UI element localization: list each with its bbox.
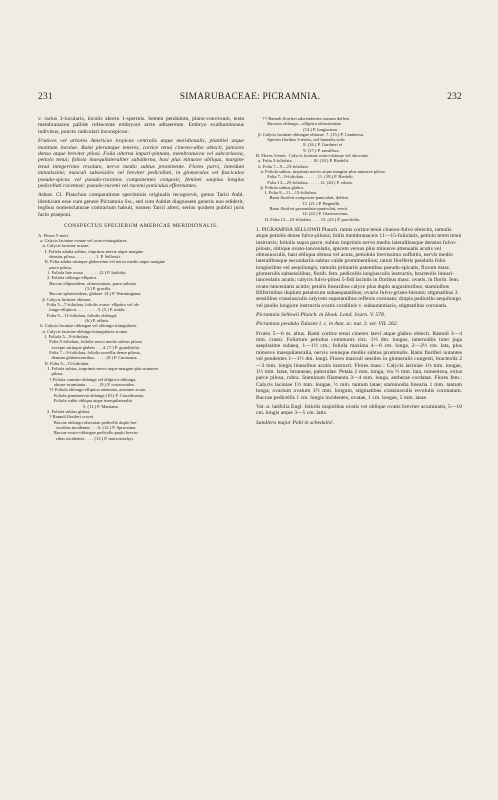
species-entry: [256, 227, 462, 309]
key-line: Folia 7—9-foliolata . . . . . . 11. (19.) P. Riedelii.: [256, 174, 354, 180]
key-line: 2. Foliola subtus glabra.: [38, 408, 91, 414]
key-line: I. Foliola 5—9-foliolata.: [38, 334, 89, 340]
key-line: Foliola valde obliqua atque inaequilateralia: [38, 398, 132, 404]
genus-habit-paragraph: Frutices vel arbores Americae tropicae centralis atque meridionalis, planitiei atque montium incolae. Rami plerumque teneres, cortice tenui cinereo-albo obtecti, juniores denso atque breviter pilosi. Folia alterna impari-pinnata, membranacea vel subcoriacea, petiolo tenui; foliola inaequilateraliter subalterna, basi plus minusve obliqua, margine tenui integerrimo revoluto, nervo medio subtus prominente. Flores parvi, interdum minutissimi; masculi subsessiles vel breviter pedicellati, in glomerulos vel fasciculos pseudo-spicas vel pseudo-racemos componentes congesti; feminei saepius longius pedicellati racemosi: pseudo-racemi vel racemi paniculas efformantes.: [38, 138, 244, 190]
key-line: † Foliola cuneato-oblonga vel elliptico-oblonga,: [38, 376, 137, 382]
key-line: a. Calycis laciniae ovatae vel ovato-triangulares.: [38, 237, 128, 243]
key-line: 13. (21.) P. Regnellii.: [256, 200, 341, 206]
key-line: Folia 5-foliolata, foliolis nervo medio subtus piloso: [38, 339, 142, 345]
page-number-right: 232: [447, 92, 462, 102]
key-line: ribus incidentes . . . . (13.) P. macrostachys.: [38, 435, 135, 441]
key-line: demum glabrescentibus . . . . . (8.) P. Carassana.: [38, 355, 138, 361]
variety-note: Var. α. latifolia Engl. foliolis majoribus ovatis vel oblique ovatis breviter acuminatis, 5—10 cm. longis atque 3—5 cm. latis.: [256, 404, 462, 417]
key-line: Baccae oblongo-obovatae pedicello duplo bre-: [38, 419, 138, 425]
species-key-right: [256, 116, 462, 222]
key-line: Racemo oblongo—elliptica obtusissimae: [256, 121, 342, 127]
key-line: 8. (16.) P. Gardneri et: [256, 142, 343, 148]
key-line: (3.) P. gracilis.: [38, 285, 112, 291]
key-line: β. Calycis laciniae oblongae obtusae 7. (15.) P. Cambessa.: [256, 131, 365, 137]
key-line: B. Flores 3-meri. Calycis laciniae ovato-obtusae vel obovatae.: [256, 153, 370, 159]
key-line: b. Folia 7—9—23-foliolata.: [256, 163, 309, 169]
citation-1: Picramnia Sellowii Planch. in Hook. Lond. Journ. V. 578.: [256, 311, 386, 318]
key-line: Folia 9—11-foliolata, foliolis oblongis: [38, 312, 117, 318]
key-line: Baccae ovato-oblongae pedicello paulo brevio-: [38, 430, 139, 436]
key-line: b. Calycis laciniae oblongae vel oblongo-triangulares.: [38, 323, 138, 329]
key-line: obtuse acuminata . . . . . . (9.) P. coriaceoides.: [38, 382, 136, 388]
key-line: vioribus incidentes . . . 6. (12.) P. Spruceana.: [38, 424, 137, 430]
key-line: Baccae sphaeroideae, glabrae (4.) P. Warmingiana.: [38, 291, 142, 297]
right-column: [256, 116, 462, 429]
key-line: β. Foliola subtus glabra.: [256, 184, 304, 190]
key-line: A. Flores 5-meri.: [38, 232, 69, 238]
key-line: 9. (17.) P. ramiflora.: [256, 147, 340, 153]
key-line: 1. Foliola late ovata . . . . . . . (2.) P. latifolia.: [38, 269, 127, 275]
key-line: Folia 13—25-foliolata . . . . . 12. (20.) P. ciliata.: [256, 179, 353, 185]
key-line: a. Folia 3-foliolata . . . . . . . . . 10. (18.) P. Riedelii.: [256, 158, 350, 164]
key-line: †† Foliola oblongo-elliptica attenuata, acumine acuto.: [38, 387, 147, 393]
species-title: 1. PICRAMNIA SELLOWII Planch.: [256, 226, 339, 233]
key-line: Foliola penninervia oblonga (10.) P. Crassilineata.: [38, 392, 144, 398]
left-column: [38, 116, 244, 441]
key-line: Baccae ellipsoideae, obtusissimae, parce pilosae: [38, 280, 137, 286]
species-description: Frutex 5—6 m. altus. Rami cortice tenui cinereo laevi atque glabro obtecti. Ramuli 3—4 mm. crassi. Foliorum petiolus communis circ. 1⅓ dm. longus, internodiis inter juga saepissime subaeq. 1—1½ cm.; foliola maxima 4—6 cm. longa, 2—2½ cm. lata, plus minusve inaequilateralia, nervis venisque mediis subtus prominulis. Rami floriferi nutantes vel pendentes 1—1½ dm. longi. Flores masculi sessiles in glomerulis congesti, bracteolis 2—3 mm. longis linearibus acutis instructi. Flores masc.: Calycis laciniae 1⅓ mm. longae, 1½ mm. latae, brunneae, puberulae. Petala 2 mm. longa, vix ½ mm. lata, tomentosa, extus parce pilosa, rubra. Staminum filamenta 3—4 mm. longa, antherae cordatae. Flores fem.: Calycis laciniae 1½ mm. longae, ½ mm. tantum latae; staminodia linearia 1 mm. tantum longa; ovarium ovatum 1½ mm. longum, stigmatibus crassiusculis revolutis coronatum. Baccae pedicellis 1 cm. longis incidentes, ovatae, 1 cm. longae, 5 mm. latae.: [256, 330, 462, 401]
key-line: 2. Foliola oblongo-elliptica.: [38, 275, 98, 281]
key-line: II. Folia 9—13-foliolata.: [38, 360, 90, 366]
key-line: 1. Foliola subtus, imprimis nervo atque margine plus minusve: [38, 366, 159, 372]
key-line: parce pilosa.: [38, 264, 72, 270]
conspectus-heading: CONSPECTUS SPECIERUM AMERICAE MERIDIONALIS.: [63, 223, 219, 230]
key-line: excepto utrinque glabris . . . 4. (7.) P. grandifolia.: [38, 344, 140, 350]
key-line: α. Calycis laciniae acutae.: [38, 243, 90, 249]
key-line: (6.) P. affinis.: [38, 318, 110, 323]
key-line: II. Folia adulta utrinque glaberrima vel nervo medio atque margine: [38, 259, 166, 265]
key-line: 5. (11.) P. Martiana.: [38, 403, 119, 409]
running-title: SIMARUBACEAE: PICRAMNIA.: [179, 92, 321, 102]
fruit-description: v. rarius 3-locularis, loculis abortu 1-spermis. Semen pendulum, plano-convexum, testa membranacea pallide rufescente embryoni arcte adhaerente. Embryo exalbuminosus indivisus, puncto radiculari inconspicuo.: [38, 116, 244, 135]
key-line: Folia 5—7-foliolata, foliolis ovato- elliptics vel ob-: [38, 301, 140, 307]
herbarium-citation: Sandlera major Pohl in schedulis!.: [256, 419, 335, 426]
key-line: (14.) P. longissima.: [256, 126, 338, 132]
key-line: pilosa.: [38, 371, 64, 377]
nomenclature-note: Adnot. Cl. Planchon comparatione speciminis originalis recognovit, genus Tariri Aubl. identicum esse cum genere Picramnia Sw., sed cum Aublet diagnosem generis non ediderit, legibus nomenclaturae contrarium habuit, nomen Tariri alteri, serius quidem publici juris facto praeponi.: [38, 192, 244, 218]
key-line: II. Folia 15—23-foliolata . . . . 15. (23.) P. parvifolia.: [256, 216, 361, 222]
key-line: † Ramuli floriferi crocei.: [38, 414, 95, 420]
page-number-left: 231: [38, 92, 53, 102]
species-key-left: [38, 233, 244, 441]
key-line: Species floribus 3-meris, sed laterales solis: [256, 137, 345, 143]
key-line: Folia 7—9-foliolata, foliolis novellis dense pilosis,: [38, 350, 141, 356]
key-line: I. Folia 9—11—13-foliolata.: [256, 190, 317, 196]
key-line: 14. (22.) P. Glaziouviana.: [256, 211, 348, 217]
running-header: [38, 92, 462, 106]
key-line: α. Calycis laciniae oblongo-triangulares acutae.: [38, 328, 129, 334]
key-line: β. Calycis laciniae obtusae.: [38, 296, 92, 302]
key-line: I. Foliola adulta subtus, imprimis nervis atque margine: [38, 248, 144, 254]
key-line: Rami floriferi pyramidato-paniculati, erecti: [256, 206, 348, 212]
species-diagnosis: ramis cortice tenui cinereo-fulvo obtectis, ramulis atque petiolis dense fulvo-pilosis; foliis membranaceis 11—15-foliolatis, petiolo tereti tenui instructis; foliolis supra parce, subtus imprimis nervo medio lateralibusque densius fulvo-pilosis, oblique ovato-lanceolatis, apicem versus plus minusve attenuatis acutis vel obtusiusculis, basi obliqua obtusa vel acuta, petiolulo brevissimo suffultis, nervis medio lateralibusque secundariis subtus valde prominentibus; ramis floriferis pendulis folio longioribus vel aequilongis, ramulis primariis patentibus pseudo-spicatis, florum masc. glomerulis subsessilibus, florib. fem. pedicellis longiusculis instructis, bracteolis lineari-lanceolatis acutis; calycis fulvo-pilosi 5-fidi laciniis in floribus masc. ovatis, in florib. fem. ovato-lanceolatis acutis; petalis linearibus calyce plus duplo angustioribus; staminibus filiformibus duplum petalorum subaequantibus; ovario fulvo-griseo-hirsuto; stigmatibus 3 sessilibus crassiusculis calycem superantibus reflexis coronato; drupis pedicello aequilongo vel paullo longiore instructis ovatis corallinis v. subaurantiacis, stigmatibus coronatis.: [256, 226, 462, 309]
key-line: †† Ramuli floriferi adscendentes sursum deflexi.: [256, 116, 351, 121]
key-line: longo-ellipticis . . . . . . . . . 5. (5.) P. nitida.: [38, 307, 126, 313]
key-line: densius pilosa . . . . . . . . . 1. P. Sellowii.: [38, 253, 121, 259]
citation-2: Picramnia pendula Tulasne l. c. in Ann. sc. nat. 3. ser. VII. 262.: [256, 321, 399, 328]
key-line: Rami floriferi composito-paniculati, deflexi: [256, 195, 349, 201]
key-line: α. Foliola subtus, imprimis nervis atque margine plus minusve pilosa.: [256, 168, 386, 174]
